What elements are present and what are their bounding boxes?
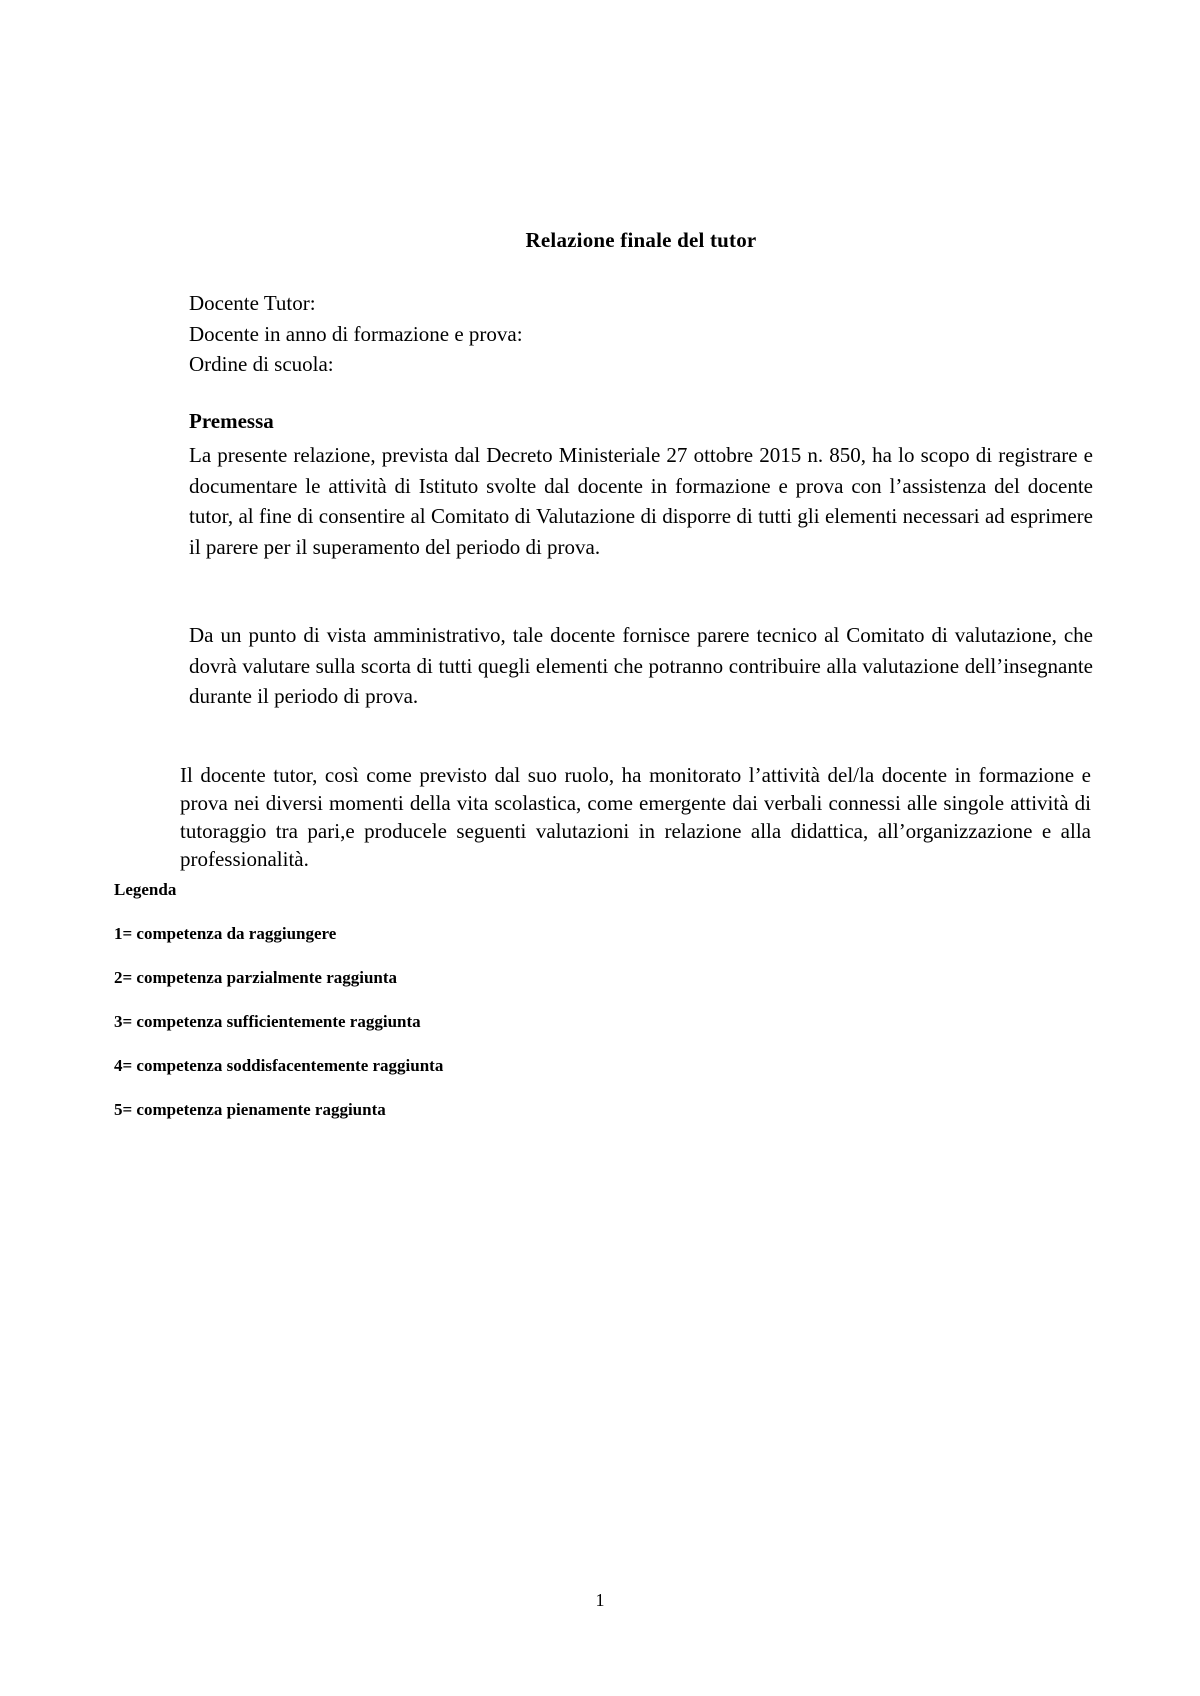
paragraph-tutor: Il docente tutor, così come previsto dal suo ruolo, ha monitorato l’attività del/la docente in formazione e prova nei diversi momenti della vita scolastica, come emergente dai verbali connessi alle singole attività di tutoraggio tra pari,e producele seguenti valutazioni in relazione alla didattica, all’organizzazione e alla professionalità. [180,763,1091,871]
field-docente-tutor: Docente Tutor: [189,291,316,315]
header-fields [189,288,1093,380]
legend-item: 1= competenza da raggiungere [114,924,337,943]
paragraph-premessa: La presente relazione, prevista dal Decreto Ministeriale 27 ottobre 2015 n. 850, ha lo scopo di registrare e documentare le attività di Istituto svolte dal docente in formazione e prova con l’assistenza del docente tutor, al fine di consentire al Comitato di Valutazione di disporre di tutti gli elementi necessari ad esprimere il parere per il superamento del periodo di prova. [189,443,1093,559]
section-heading-premessa: Premessa [189,409,274,433]
legend [114,880,443,1144]
field-docente-in-formazione: Docente in anno di formazione e prova: [189,321,523,346]
paragraph-amministrativo: Da un punto di vista amministrativo, tale docente fornisce parere tecnico al Comitato di valutazione, che dovrà valutare sulla scorta di tutti quegli elementi che potranno contribuire alla valutazione dell’insegnante durante il periodo di prova. [189,623,1093,708]
page-number: 1 [595,1590,605,1610]
legend-item: 5= competenza pienamente raggiunta [114,1100,386,1119]
legend-item: 3= competenza sufficientemente raggiunta [114,1012,421,1031]
legend-item: 4= competenza soddisfacentemente raggiunta [114,1056,444,1075]
field-ordine-di-scuola: Ordine di scuola: [189,352,334,376]
document-title: Relazione finale del tutor [525,228,757,252]
legend-heading: Legenda [114,880,177,899]
legend-item: 2= competenza parzialmente raggiunta [114,968,398,987]
